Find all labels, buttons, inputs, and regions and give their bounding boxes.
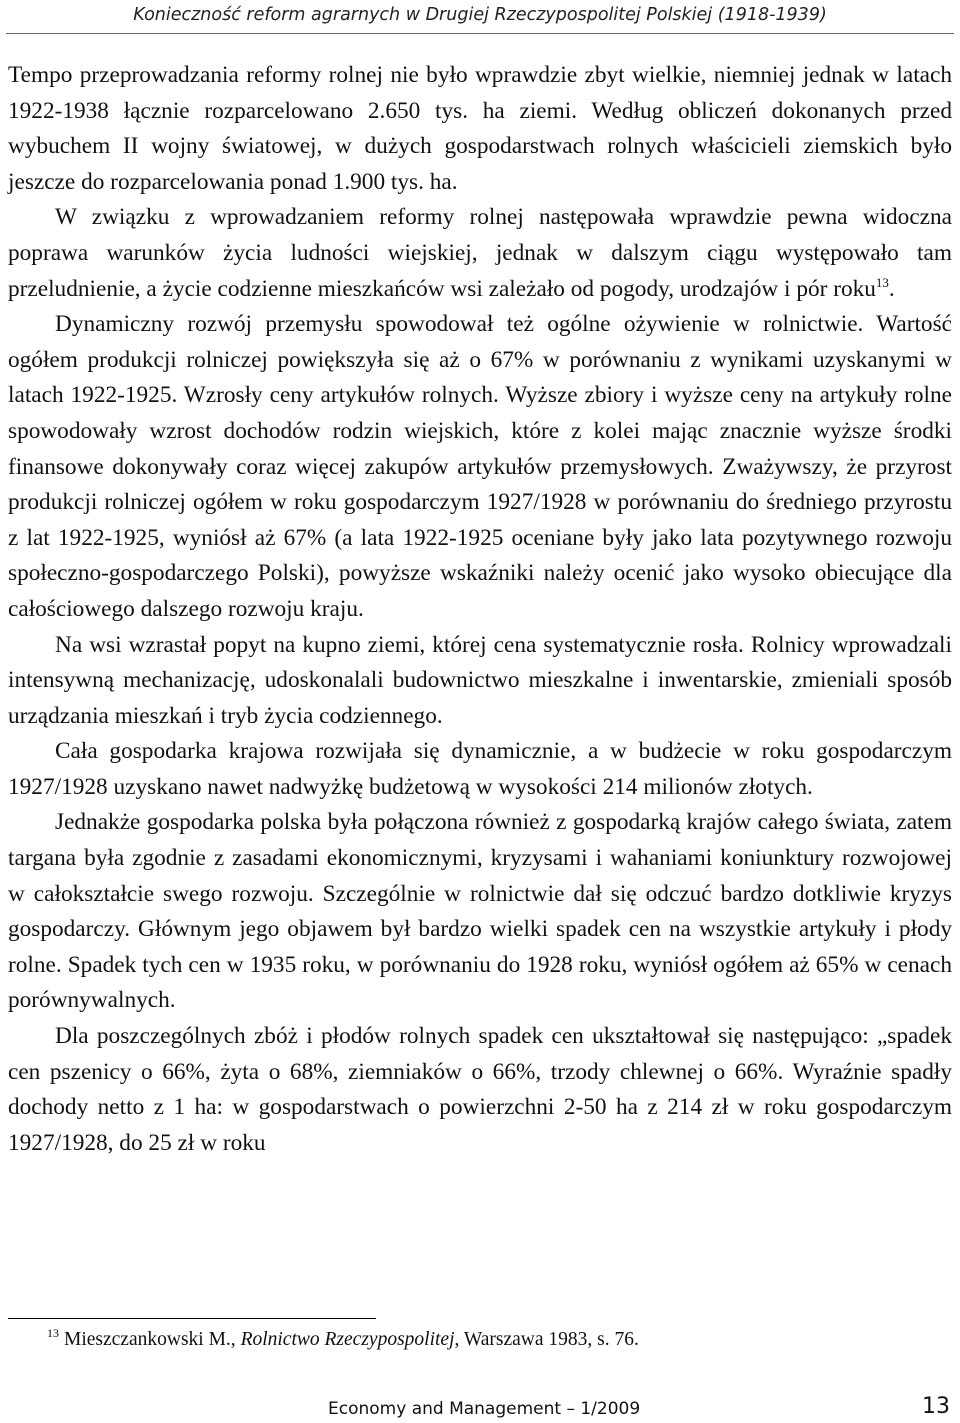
main-text bbox=[8, 58, 952, 1161]
footnote-title: Rolnictwo Rzeczypospolitej bbox=[240, 1329, 455, 1350]
paragraph-4: Na wsi wzrastał popyt na kupno ziemi, której cena systematycznie rosła. Rolnicy wprowadzali intensywną mechanizację, udoskonalali budownictwo mieszkalne i inwentarskie, zmieniali sposób urządzania mieszkań i tryb życia codziennego. bbox=[8, 631, 952, 729]
footnote-rest: , Warszawa 1983, s. 76. bbox=[454, 1329, 639, 1350]
footnote-number: 13 bbox=[47, 1326, 59, 1340]
footnote bbox=[47, 1327, 947, 1353]
header-divider bbox=[6, 33, 954, 34]
running-title: Konieczność reform agrarnych w Drugiej Rzeczypospolitej Polskiej (1918-1939) bbox=[133, 5, 827, 25]
footnote-divider bbox=[8, 1318, 376, 1319]
paragraph-7: Dla poszczególnych zbóż i płodów rolnych spadek cen ukształtował się następująco: „spadek cen pszenicy o 66%, żyta o 68%, ziemniaków o 66%, trzody chlewnej o 66%. Wyraźnie spadły dochody netto z 1 ha: w gospodarstwach o powierzchni 2-50 ha z 214 zł w roku gospodarczym 1927/1928, do 25 zł w roku bbox=[8, 1023, 952, 1156]
paragraph-5: Cała gospodarka krajowa rozwijała się dynamicznie, a w budżecie w roku gospodarczym 1927/1928 uzyskano nawet nadwyżkę budżetową w wysokości 214 milionów złotych. bbox=[8, 738, 952, 800]
paragraph-1: Tempo przeprowadzania reformy rolnej nie było wprawdzie zbyt wielkie, niemniej jednak w latach 1922-1938 łącznie rozparcelowano 2.650 tys. ha ziemi. Według obliczeń dokonanych przed wybuchem II wojny światowej, w dużych gospodarstwach rolnych właścicieli ziemskich było jeszcze do rozparcelowania ponad 1.900 tys. ha. bbox=[8, 62, 952, 195]
footnote-author: Mieszczankowski M., bbox=[64, 1329, 241, 1350]
paragraph-2-end: . bbox=[888, 275, 895, 302]
journal-name: Economy and Management – 1/2009 bbox=[328, 1399, 641, 1419]
paragraph-2-text: W związku z wprowadzaniem reformy rolnej następowała wprawdzie pewna widoczna poprawa warunków życia ludności wiejskiej, jednak w dalszym ciągu występowało tam przeludnienie, a życie codzienne mieszkańców wsi zależało od pogody, urodzajów i pór roku bbox=[8, 204, 952, 302]
paragraph-2 bbox=[8, 200, 952, 307]
page-footer bbox=[0, 1392, 960, 1423]
paragraph-6: Jednakże gospodarka polska była połączona również z gospodarką krajów całego świata, zatem targana była zgodnie z zasadami ekonomicznymi, kryzysami i wahaniami koniunktury rozwojowej w całokształcie swego rozwoju. Szczególnie w rolnictwie dał się odczuć bardzo dotkliwie kryzys gospodarczy. Głównym jego objawem był bardzo wielki spadek cen na wszystkie artykuły i płody rolne. Spadek tych cen w 1935 roku, w porównaniu do 1928 roku, wyniósł ogółem aż 65% w cenach porównywalnych. bbox=[8, 809, 952, 1014]
page-number: 13 bbox=[922, 1394, 950, 1419]
paragraph-3: Dynamiczny rozwój przemysłu spowodował też ogólne ożywienie w rolnictwie. Wartość ogółem produkcji rolniczej powiększyła się aż o 67% w porównaniu z wynikami uzyskanymi w latach 1922-1925. Wzrosły ceny artykułów rolnych. Wyższe zbiory i wyższe ceny na artykuły rolne spowodowały wzrost dochodów rodzin wiejskich, które z kolei mając znacznie wyższe środki finansowe dokonywały coraz więcej zakupów artykułów przemysłowych. Zważywszy, że przyrost produkcji rolniczej ogółem w roku gospodarczym 1927/1928 w porównaniu do średniego przyrostu z lat 1922-1925, wyniósł aż 67% (a lata 1922-1925 oceniane były jako lata pozytywnego rozwoju społeczno-gospodarczego Polski), powyższe wskaźniki należy ocenić jako wysoko obiecujące dla całościowego dalszego rozwoju kraju. bbox=[8, 311, 952, 622]
footnote-reference[interactable]: 13 bbox=[875, 274, 889, 290]
